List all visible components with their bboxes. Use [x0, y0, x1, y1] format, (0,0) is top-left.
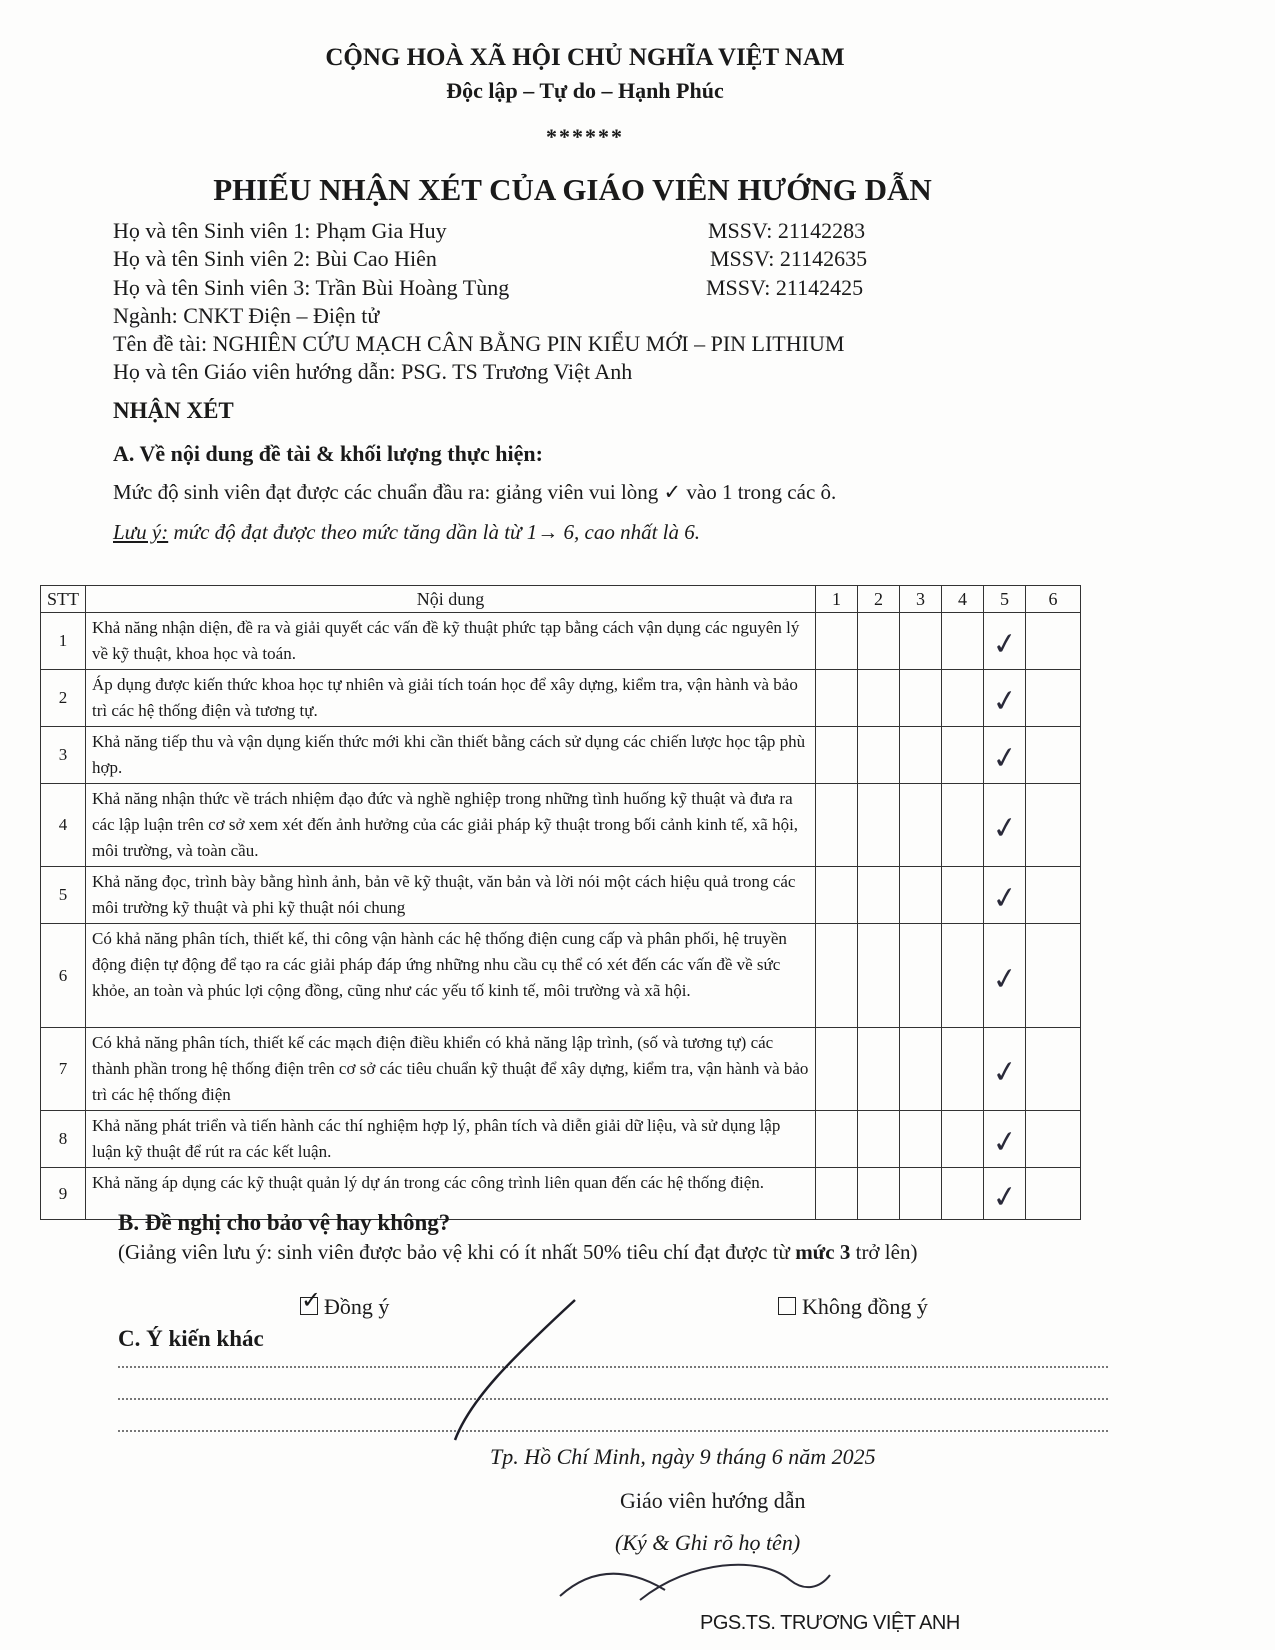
check-mark-icon: ✓	[301, 1286, 322, 1314]
signature-scribble	[560, 1565, 830, 1600]
signer-role: Giáo viên hướng dẫn	[620, 1488, 806, 1513]
row-content: Khả năng đọc, trình bày bằng hình ảnh, bản vẽ kỹ thuật, văn bản và lời nói một cách hiệu quả trong các môi trường kỹ thuật và phi kỹ thuật nói chung	[86, 867, 816, 924]
student-3-id: MSSV: 21142425	[706, 275, 864, 300]
motto: Độc lập – Tự do – Hạnh Phúc	[446, 78, 724, 103]
row-content: Khả năng áp dụng các kỹ thuật quản lý dự án trong các công trình liên quan đến các hệ thống điện.	[86, 1168, 816, 1220]
row-content: Có khả năng phân tích, thiết kế, thi công vận hành các hệ thống điện cung cấp và phân phối, hệ truyền động điện tự động để tạo ra các giải pháp đáp ứng những nhu cầu cụ thể có xét đến các vấn đề về sức khỏe, an toàn và phúc lợi cộng đồng, cũng như các yếu tố kinh tế, môi trường và xã hội.	[86, 924, 816, 1028]
row-stt: 3	[41, 727, 86, 784]
major: Ngành: CNKT Điện – Điện tử	[113, 303, 380, 328]
check-mark-icon: ✓	[989, 1177, 1020, 1217]
agree-label: Đồng ý	[324, 1294, 390, 1319]
defense-note-bold: mức 3	[795, 1240, 851, 1264]
section-a-heading: A. Về nội dung đề tài & khối lượng thực hiện:	[113, 441, 543, 466]
check-mark-icon: ✓	[989, 879, 1020, 918]
note-label: Lưu ý:	[113, 520, 169, 544]
row-stt: 8	[41, 1111, 86, 1168]
nation-heading: CỘNG HOÀ XÃ HỘI CHỦ NGHĨA VIỆT NAM	[325, 44, 845, 71]
section-b-heading: B. Đề nghị cho bảo vệ hay không?	[118, 1210, 451, 1235]
form-title: PHIẾU NHẬN XÉT CỦA GIÁO VIÊN HƯỚNG DẪN	[213, 172, 932, 207]
header-level-4: 4	[942, 586, 984, 613]
check-mark-icon: ✓	[989, 625, 1020, 664]
header-content: Nội dung	[86, 586, 816, 613]
row-stt: 4	[41, 784, 86, 867]
section-c-heading: C. Ý kiến khác	[118, 1326, 264, 1351]
signer-name: PGS.TS. TRƯƠNG VIỆT ANH	[700, 1612, 960, 1634]
student-1: Họ và tên Sinh viên 1: Phạm Gia Huy	[113, 218, 447, 243]
student-3: Họ và tên Sinh viên 3: Trần Bùi Hoàng Tùng	[113, 275, 510, 300]
defense-note-end: trở lên)	[850, 1240, 918, 1264]
student-1-id: MSSV: 21142283	[708, 218, 866, 243]
header-level-2: 2	[858, 586, 900, 613]
header-level-3: 3	[900, 586, 942, 613]
row-content: Khả năng nhận diện, đề ra và giải quyết các vấn đề kỹ thuật phức tạp bằng cách vận dụng các nguyên lý về kỹ thuật, khoa học và toán.	[86, 613, 816, 670]
defense-note-text: (Giảng viên lưu ý: sinh viên được bảo vệ khi có ít nhất 50% tiêu chí đạt được từ	[118, 1240, 796, 1264]
check-mark-icon: ✓	[989, 1053, 1020, 1092]
check-mark-icon: ✓	[989, 1123, 1020, 1162]
row-stt: 2	[41, 670, 86, 727]
row-content: Áp dụng được kiến thức khoa học tự nhiên và giải tích toán học để xây dựng, kiểm tra, vận hành và bảo trì các hệ thống điện và tương tự.	[86, 670, 816, 727]
disagree-label: Không đồng ý	[802, 1294, 928, 1319]
row-content: Khả năng phát triển và tiến hành các thí nghiệm hợp lý, phân tích và diễn giải dữ liệu, và sử dụng lập luận kỹ thuật để rút ra các kết luận.	[86, 1111, 816, 1168]
row-content: Có khả năng phân tích, thiết kế các mạch điện điều khiển có khả năng lập trình, (số và tương tự) các thành phần trong hệ thống điện trên cơ sở các tiêu chuẩn kỹ thuật để xây dựng, kiểm tra, vận hành và bảo trì các hệ thống điện	[86, 1028, 816, 1111]
stars-divider: ******	[546, 124, 624, 149]
row-stt: 9	[41, 1168, 86, 1220]
note-text: mức độ đạt được theo mức tăng dần là từ 1→ 6, cao nhất là 6.	[168, 520, 701, 544]
header-level-6: 6	[1026, 586, 1081, 613]
check-mark-icon: ✓	[989, 809, 1020, 848]
row-content: Khả năng nhận thức về trách nhiệm đạo đức và nghề nghiệp trong những tình huống kỹ thuật và đưa ra các lập luận trên cơ sở xem xét đến ảnh hưởng của các giải pháp kỹ thuật trong bối cảnh kinh tế, xã hội, môi trường, và toàn cầu.	[86, 784, 816, 867]
header-level-1: 1	[816, 586, 858, 613]
header-stt: STT	[41, 586, 86, 613]
tick-instruction: Mức độ sinh viên đạt được các chuẩn đầu ra: giảng viên vui lòng ✓ vào 1 trong các ô.	[113, 480, 837, 504]
check-mark-icon: ✓	[989, 739, 1020, 778]
row-content: Khả năng tiếp thu và vận dụng kiến thức mới khi cần thiết bằng cách sử dụng các chiến lược học tập phù hợp.	[86, 727, 816, 784]
sign-instruction: (Ký & Ghi rõ họ tên)	[615, 1530, 801, 1555]
check-mark-icon: ✓	[989, 959, 1020, 999]
row-stt: 1	[41, 613, 86, 670]
row-stt: 6	[41, 924, 86, 1028]
place-date: Tp. Hồ Chí Minh, ngày 9 tháng 6 năm 2025	[490, 1444, 876, 1469]
comments-heading: NHẬN XÉT	[113, 398, 234, 423]
check-mark-icon: ✓	[989, 682, 1020, 721]
student-2-id: MSSV: 21142635	[710, 246, 868, 271]
header-level-5: 5	[984, 586, 1026, 613]
thesis-topic: Tên đề tài: NGHIÊN CỨU MẠCH CÂN BẰNG PIN KIỂU MỚI – PIN LITHIUM	[113, 331, 845, 356]
row-stt: 7	[41, 1028, 86, 1111]
student-2: Họ và tên Sinh viên 2: Bùi Cao Hiên	[113, 246, 437, 271]
advisor: Họ và tên Giáo viên hướng dẫn: PSG. TS Trương Việt Anh	[113, 359, 633, 384]
row-stt: 5	[41, 867, 86, 924]
